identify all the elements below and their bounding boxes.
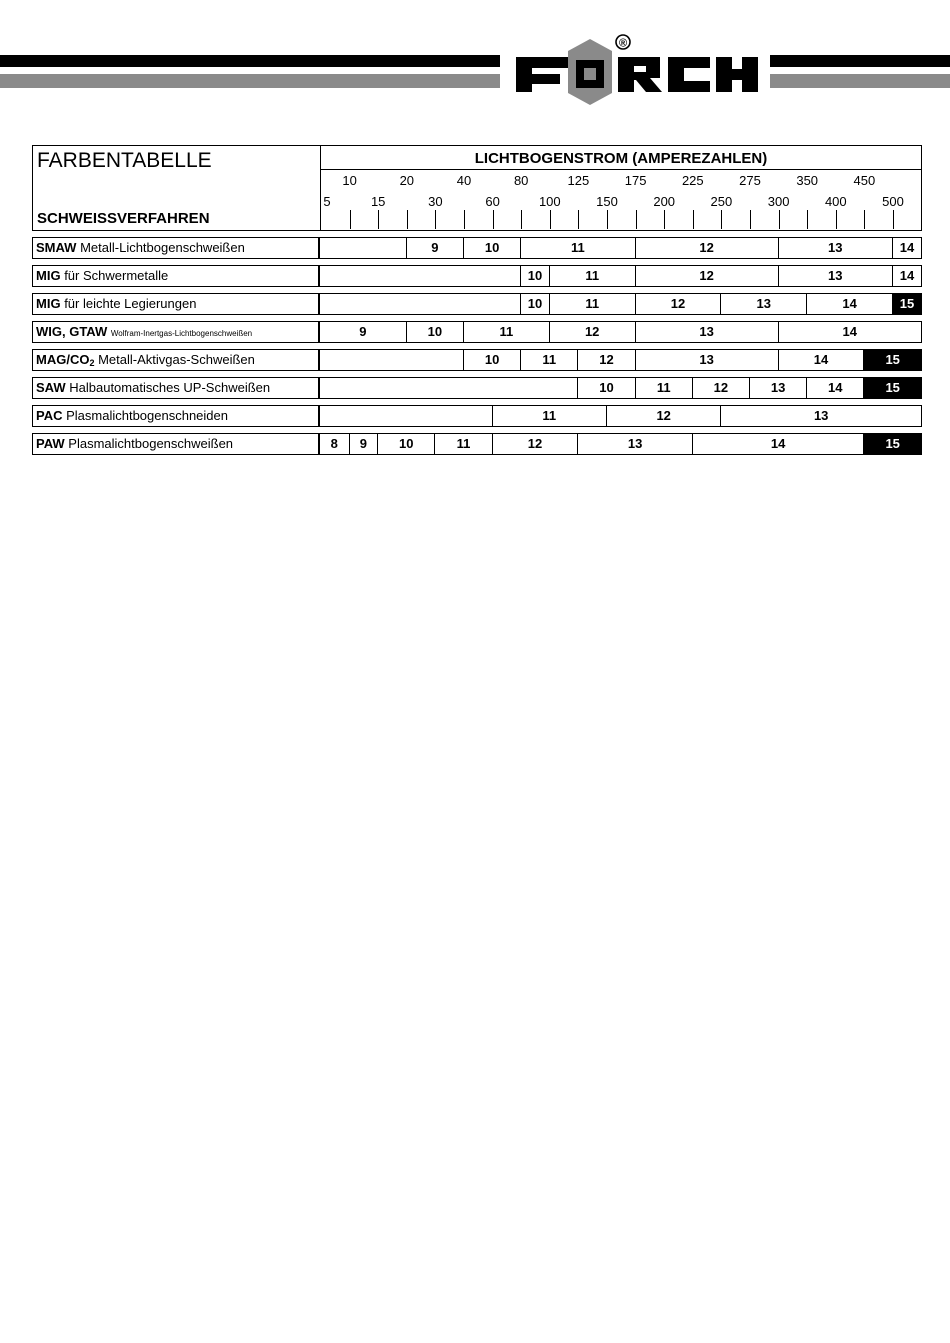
shade-cell-13: 13 [778,266,892,286]
shade-cell-9: 9 [349,434,378,454]
table-header [32,145,922,231]
shade-cell-14: 14 [778,322,921,342]
shade-cell-15: 15 [863,434,921,454]
logo-letter-c [668,57,710,92]
process-label [32,321,319,343]
logo-hex-nut [568,39,612,105]
shade-cell-11: 11 [434,434,491,454]
scale-lower-label: 30 [428,194,443,209]
scale-lower-label: 15 [370,194,386,209]
shade-cell-10: 10 [520,266,549,286]
shade-bar [319,433,922,455]
scale-top-line [320,169,921,170]
header-stripe-black-left [0,55,500,67]
shade-cell-10: 10 [577,378,634,398]
scale-tick [750,210,751,229]
scale-upper-label: 225 [681,173,704,188]
shade-cell-11: 11 [549,266,635,286]
process-code: WIG, GTAW [36,324,108,339]
scale-upper-label: 275 [739,173,761,188]
registered-mark: ® [618,37,628,50]
logo-letter-f [516,57,572,92]
shade-cell-14: 14 [806,294,892,314]
scale-tick [664,210,665,229]
shade-cell-11: 11 [635,378,692,398]
shade-cell-13: 13 [635,322,778,342]
shade-cell-14: 14 [892,238,921,258]
scale-lower-label: 60 [485,194,500,209]
scale-tick [607,210,608,229]
shade-cell-12: 12 [635,294,721,314]
scale-lower-label: 250 [710,194,733,209]
shade-cell-15: 15 [892,294,921,314]
scale-tick [779,210,780,229]
logo-letter-h [716,57,758,92]
scale-tick [493,210,494,229]
shade-bar [319,321,922,343]
shade-cell-10: 10 [406,322,463,342]
scale-lower-label: 300 [767,194,790,209]
process-description: Metall-Lichtbogenschweißen [80,240,245,255]
scale-upper-label: 20 [399,173,415,188]
process-description: Halbautomatisches UP-Schweißen [69,380,271,395]
scale-tick [721,210,722,229]
shade-cell-14: 14 [892,266,921,286]
shade-bar [319,237,922,259]
shade-cell-empty [320,406,492,426]
scale-upper-label: 80 [513,173,529,188]
shade-cell-8: 8 [330,436,338,451]
process-label [32,293,319,315]
shade-cell-10: 10 [520,294,549,314]
shade-cell-13: 13 [635,350,778,370]
process-row [32,293,922,315]
header-stripe-gray-left [0,74,500,88]
process-label [32,405,319,427]
shade-cell-11: 11 [520,238,634,258]
scale-upper-label: 125 [567,173,590,188]
shade-cell-9: 9 [359,324,367,339]
process-description: Plasmalichtbogenschneiden [66,408,228,423]
process-label [32,377,319,399]
shade-cell-11: 11 [492,406,606,426]
process-code: MAG/CO [36,352,90,367]
shade-cell-empty [320,294,520,314]
process-code: SMAW [36,240,77,255]
shade-bar [319,265,922,287]
scale-lower-label: 400 [824,194,847,209]
scale-tick [521,210,522,229]
process-code-subscript: 2 [89,358,95,368]
process-description: für leichte Legierungen [64,296,197,311]
scale-tick [836,210,837,229]
process-description: Metall-Aktivgas-Schweißen [98,352,255,367]
shade-cell-10: 10 [463,238,520,258]
scale-tick [807,210,808,229]
process-code: SAW [36,380,66,395]
process-label [32,433,319,455]
shade-cell-12: 12 [606,406,720,426]
shade-cell-11: 11 [549,294,635,314]
shade-cell-15: 15 [863,350,921,370]
scale-lower-label: 200 [653,194,676,209]
shade-cell-13: 13 [577,434,691,454]
shade-bar [319,349,922,371]
shade-cell-13: 13 [778,238,892,258]
shade-cell-12: 12 [635,238,778,258]
scale-tick [435,210,436,229]
scale-upper-label: 10 [342,173,357,188]
process-description: Wolfram-Inertgas-Lichtbogenschweißen [110,329,253,338]
scale-lower-label: 500 [882,194,904,209]
shade-cell-10: 10 [377,434,434,454]
logo-letter-r [618,57,662,92]
process-description: Plasmalichtbogenschweißen [68,436,234,451]
process-description: für Schwermetalle [64,268,169,283]
scale-lower-label: 150 [596,194,618,209]
process-row [32,321,922,343]
shade-cell-12: 12 [635,266,778,286]
shade-cell-12: 12 [577,350,634,370]
shade-bar [319,377,922,399]
shade-bar [319,405,922,427]
process-label [32,349,319,371]
process-label [32,265,319,287]
shade-cell-13: 13 [720,294,806,314]
process-row [32,265,922,287]
process-row [32,237,922,259]
shade-cell-15: 15 [863,378,921,398]
shade-cell-14: 14 [778,350,864,370]
shade-cell-13: 13 [720,406,921,426]
scale-upper-label: 450 [853,173,876,188]
shade-cell-12: 12 [549,322,635,342]
shade-cell-14: 14 [692,434,864,454]
process-code: MIG [36,268,61,283]
process-column-header: SCHWEISSVERFAHREN [37,210,210,227]
shade-cell-empty [320,350,463,370]
shade-cell-11: 11 [520,350,577,370]
scale-upper-label: 40 [456,173,472,188]
scale-tick [378,210,379,229]
shade-bar [319,293,922,315]
scale-lower-label: 5 [323,194,331,209]
scale-tick [407,210,408,229]
scale-tick [578,210,579,229]
table-title: FARBENTABELLE [37,149,212,172]
process-code: PAC [36,408,63,423]
shade-cell-12: 12 [492,434,578,454]
process-code: MIG [36,296,61,311]
shade-cell-10: 10 [463,350,520,370]
shade-cell-13: 13 [749,378,806,398]
shade-cell-11: 11 [463,322,549,342]
shade-cell-9: 9 [406,238,463,258]
process-row [32,433,922,455]
scale-lower-label: 100 [538,194,561,209]
scale-tick [636,210,637,229]
process-row [32,349,922,371]
shade-cell-empty [320,266,520,286]
header-stripe-gray-right [770,74,950,88]
foerch-logo [510,30,768,110]
current-column-header: LICHTBOGENSTROM (AMPEREZAHLEN) [474,150,768,167]
header-stripe-black-right [770,55,950,67]
scale-tick [893,210,894,229]
scale-tick [464,210,465,229]
process-code: PAW [36,436,65,451]
shade-cell-empty [320,238,406,258]
shade-cell-12: 12 [692,378,749,398]
shade-cell-empty [320,378,577,398]
scale-tick [350,210,351,229]
scale-upper-label: 175 [624,173,647,188]
scale-tick [864,210,865,229]
scale-upper-label: 350 [796,173,819,188]
scale-tick [693,210,694,229]
process-row [32,405,922,427]
process-row [32,377,922,399]
process-label [32,237,319,259]
shade-cell-14: 14 [806,378,863,398]
scale-tick [550,210,551,229]
